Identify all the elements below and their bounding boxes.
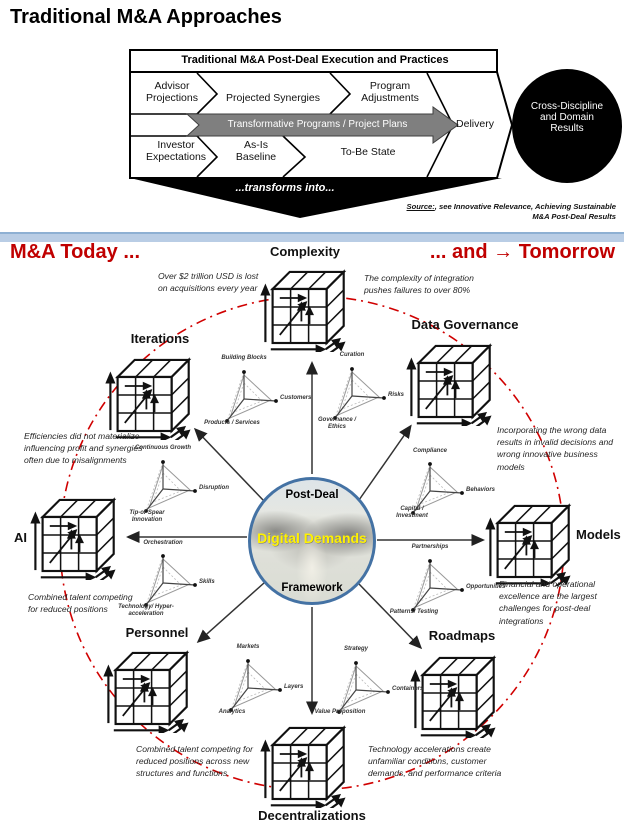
heading-ma-today: M&A Today ... — [10, 241, 140, 263]
flow-transformative-programs: Transformative Programs / Project Plans — [227, 119, 408, 130]
cube-iterations-icon — [107, 360, 189, 441]
radar-orchestration-top-label: Orchestration — [143, 540, 183, 546]
radar-strategy-icon — [337, 661, 390, 714]
radar-customers-right-label: Customers — [280, 395, 312, 401]
radar-strategy-bottom-label: Value Proposition — [314, 709, 366, 715]
flow-projected-synergies: Projected Synergies — [226, 92, 320, 104]
radar-compliance-top-label: Compliance — [412, 448, 447, 454]
radar-partnerships-bottom-label: Patterns/ Testing — [389, 609, 439, 615]
cube-complexity-icon — [262, 272, 344, 353]
radar-partnerships-right-label: Opportunities — [466, 584, 506, 590]
cube-personnel-icon — [105, 653, 187, 734]
source-text: , see Innovative Relevance, Achieving Sustainable M&A Post-Deal Results — [434, 202, 616, 222]
heading-and-tomorrow: ... and → Tomorrow — [429, 241, 615, 263]
flow-header: Traditional M&A Post-Deal Execution and Practices — [181, 54, 449, 66]
cube-decentralizations-icon — [262, 728, 344, 809]
annotation-models: Financial and operational excellence are the largest challenges for post-deal integrations — [499, 579, 597, 626]
radar-orchestration-bottom-label: Technology/ Hyper-acceleration — [118, 604, 174, 617]
radar-strategy-top-label: Strategy — [343, 646, 368, 652]
radar-markets-top-label: Markets — [236, 644, 260, 650]
page-title: Traditional M&A Approaches — [10, 6, 282, 28]
hub-line3: Framework — [281, 582, 343, 594]
flow-results-ellipse-label: Cross-Discipline and Domain Results — [530, 101, 604, 135]
cube-models-icon — [487, 506, 569, 587]
cube-label-models: Models — [576, 527, 621, 542]
center-hub — [248, 477, 376, 605]
radar-curation-right-label: Risks — [388, 392, 405, 398]
radar-curation-icon — [333, 367, 386, 420]
radar-customers-top-label: Building Blocks — [221, 355, 267, 361]
radar-markets-icon — [229, 659, 282, 712]
radar-customers-bottom-label: Products / Services — [204, 420, 260, 426]
cube-label-personnel: Personnel — [125, 625, 189, 640]
cube-data-governance-icon — [408, 346, 490, 427]
radar-growth-bottom-label: Tip-of-Spear Innovation — [129, 510, 165, 523]
annotation-complexity-right: The complexity of integration pushes failures to over 80% — [364, 273, 474, 296]
radar-partnerships-icon — [411, 559, 464, 612]
radar-orchestration-icon — [144, 554, 197, 607]
cube-label-ai: AI — [14, 530, 27, 545]
cube-label-data-governance: Data Governance — [411, 317, 519, 332]
radar-strategy-right-label: Containers — [392, 686, 424, 692]
radar-customers-icon — [225, 370, 278, 423]
source-note — [404, 202, 616, 223]
annotation-complexity-left: Over $2 trillion USD is lost on acquisitions every year — [158, 271, 259, 294]
flow-program-adjustments: Program Adjustments — [361, 80, 419, 104]
radar-compliance-right-label: Behaviors — [466, 487, 496, 493]
radar-partnerships-top-label: Partnerships — [411, 544, 449, 550]
radar-growth-top-label: Continuous Growth — [135, 445, 191, 451]
cube-label-decentralizations: Decentralizations — [258, 808, 366, 823]
radar-growth-icon — [144, 460, 197, 513]
flow-tobe-state: To-Be State — [340, 146, 396, 158]
annotation-roadmaps: Technology accelerations create unfamiliar conditions, customer demands, and performance criteria — [368, 744, 502, 779]
cube-ai-icon — [32, 500, 114, 581]
radar-curation-bottom-label: Governance / Ethics — [317, 417, 356, 430]
flow-asis-baseline: As-Is Baseline — [235, 139, 277, 163]
transforms-into-label: ...transforms into... — [235, 182, 335, 194]
radar-markets-right-label: Layers — [284, 684, 304, 690]
cube-label-roadmaps: Roadmaps — [428, 628, 496, 643]
annotation-data-governance: Incorporating the wrong data results in invalid decisions and wrong innovative business models — [497, 425, 614, 472]
cube-label-iterations: Iterations — [130, 331, 190, 346]
radar-curation-top-label: Curation — [339, 352, 365, 358]
flow-advisor-projections: Advisor Projections — [146, 80, 198, 104]
hub-line1: Post-Deal — [285, 489, 339, 501]
radar-markets-bottom-label: Analytics — [218, 709, 246, 715]
flow-investor-expectations: Investor Expectations — [145, 139, 207, 163]
annotation-iterations: Efficiencies did not materialize influencing profit and synergies often due to misalignments — [24, 431, 143, 466]
radar-growth-right-label: Disruption — [199, 485, 229, 491]
source-label: Source: — [406, 202, 435, 211]
radar-compliance-bottom-label: Capital / Investment — [396, 506, 428, 519]
hub-line2: Digital Demands — [257, 530, 367, 546]
annotation-personnel: Combined talent competing for reduced positions across new structures and functions — [136, 744, 254, 779]
annotation-ai: Combined talent competing for reduced positions — [28, 592, 133, 615]
cube-label-complexity: Complexity — [269, 244, 341, 259]
radar-orchestration-right-label: Skills — [199, 579, 215, 585]
flow-delivery: Delivery — [456, 118, 494, 130]
